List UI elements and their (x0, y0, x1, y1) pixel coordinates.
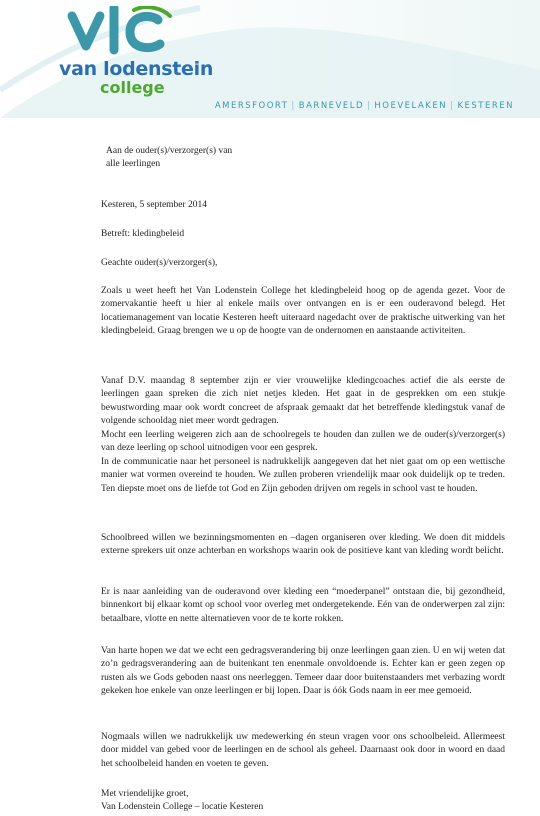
location-list: AMERSFOORT | BARNEVELD | HOEVELAKEN | KESTEREN (214, 101, 514, 111)
location-kesteren: KESTEREN (457, 101, 514, 111)
paragraph: Zoals u weet heeft het Van Lodenstein College het kledingbeleid hoog op de agenda gezet. Voor de zomervakantie heeft u hier al enkele mails over ontvangen en is er een ouderavond belegd. Het locatiemanagement van locatie Kesteren heeft uiteraard nagedacht over de praktische uitwerking van het kledingbeleid. Graag brengen we u op de hoogte van de ondernomen en aanstaande activiteiten. (101, 286, 505, 337)
vlc-logo-icon (66, 6, 176, 58)
paragraph: Schoolbreed willen we bezinningsmomenten en –dagen organiseren over kleding. We doen dit middels externe sprekers uit onze achterban en workshops waarin ook de positieve kant van kleding wordt belicht. (101, 533, 505, 557)
paragraph: Mocht een leerling weigeren zich aan de schoolregels te houden dan zullen we de ouder(s)/verzorger(s) van deze leerling op school uitnodigen voor een gesprek. (101, 430, 505, 454)
recipient-line: alle leerlingen (106, 159, 161, 170)
paragraph: Vanaf D.V. maandag 8 september zijn er vier vrouwelijke kledingcoaches actief die als eerste de leerlingen gaan spreken die zich niet netjes kleden. Het gaat in de gesprekken om een stukje bewustwording maar ook wordt concreet de afspraak gemaakt dat het betreffende kledingstuk vanaf de volgende schooldag niet meer wordt gedragen. (101, 376, 505, 427)
letter-closing: Met vriendelijke groet, (101, 789, 189, 799)
letter-subject: Betreft: kledingbeleid (101, 229, 185, 239)
paragraph: Er is naar aanleiding van de ouderavond over kleding een “moederpanel” ontstaan die, bij gezondheid, binnenkort bij elkaar komt op school voor overleg met ondergetekende. Eén van de onderwerpen zal zijn: betaalbare, vlotte en nette alternatieven voor de te korte rokken. (101, 587, 505, 624)
school-name: van lodenstein (59, 58, 214, 80)
letter-salutation: Geachte ouder(s)/verzorger(s), (101, 258, 218, 268)
recipient-block (106, 145, 510, 172)
letterhead (0, 0, 540, 118)
location-barneveld: BARNEVELD (298, 101, 365, 111)
paragraph: In de communicatie naar het personeel is nadrukkelijk aangegeven dat het niet gaat om op een wettische manier wat vormen overeind te houden. We zullen proberen vriendelijk maar ook duidelijk op te treden. Ten diepste moet ons de liefde tot God en Zijn geboden drijven om regels in school vast te houden. (101, 457, 505, 494)
paragraph: Van harte hopen we dat we echt een gedragsverandering bij onze leerlingen gaan zien. U en wij weten dat zo’n gedragsverandering aan de buitenkant ten enenmale onvoldoende is. Echter kan er geen zegen op rusten als we Gods geboden naast ons neerleggen. Temeer daar door buitenstaanders met verbazing wordt gekeken hoe enkele van onze leerlingen er bij lopen. Daar is óók Gods naam in eer mee gemoeid. (101, 646, 505, 697)
location-amersfoort: AMERSFOORT (214, 101, 289, 111)
recipient-line: Aan de ouder(s)/verzorger(s) van (106, 146, 233, 156)
letter-signature: Van Lodenstein College – locatie Kesteren (101, 802, 264, 812)
school-subtitle: college (100, 78, 165, 97)
letter-date: Kesteren, 5 september 2014 (101, 200, 208, 210)
location-hoevelaken: HOEVELAKEN (374, 101, 448, 111)
paragraph: Nogmaals willen we nadrukkelijk uw medewerking én steun vragen voor ons schoolbeleid. Allermeest door middel van gebed voor de leerlingen en de school als geheel. Daarnaast ook door in woord en daad het schoolbeleid handen en voeten te geven. (101, 732, 505, 769)
